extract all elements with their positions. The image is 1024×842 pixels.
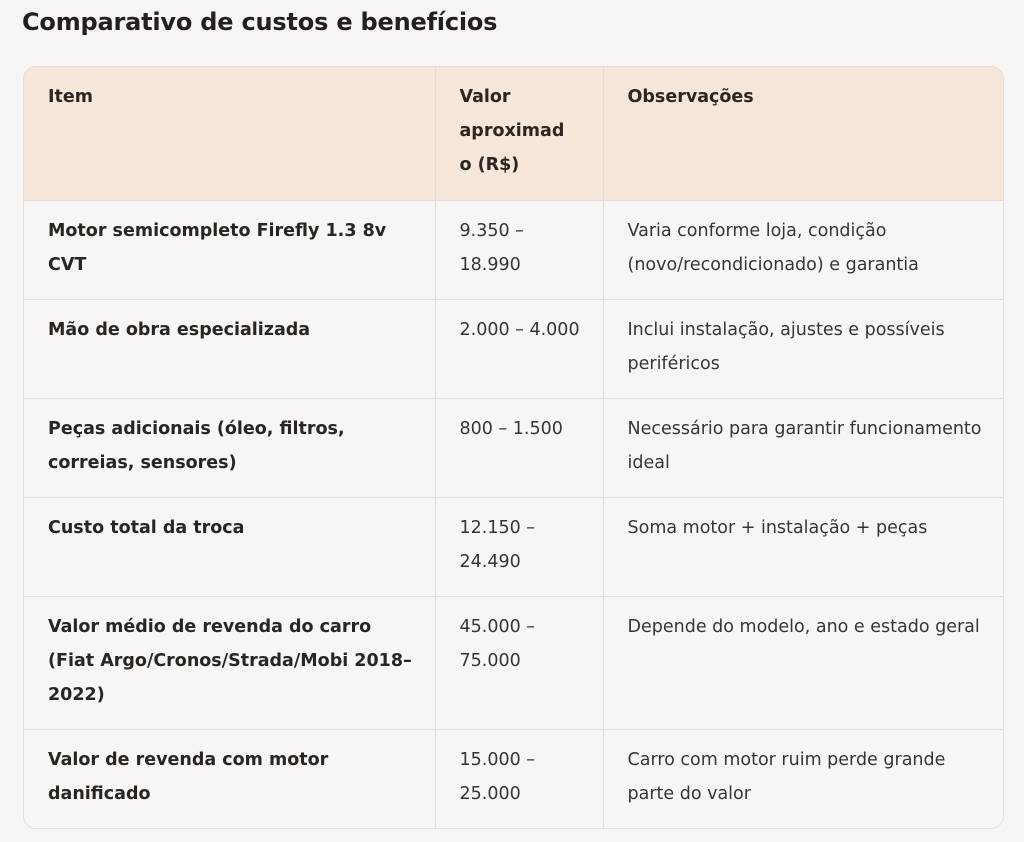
table-row — [24, 398, 1003, 497]
cost-comparison-table — [23, 66, 1004, 829]
row-value: 45.000 – 75.000 — [435, 596, 603, 729]
row-note: Varia conforme loja, condição (novo/recondicionado) e garantia — [603, 200, 1003, 299]
row-note: Depende do modelo, ano e estado geral — [603, 596, 1003, 729]
row-item: Peças adicionais (óleo, filtros, correias, sensores) — [24, 398, 435, 497]
row-value: 12.150 – 24.490 — [435, 497, 603, 596]
row-note: Soma motor + instalação + peças — [603, 497, 1003, 596]
row-item: Custo total da troca — [24, 497, 435, 596]
column-header-value: Valor aproximado (R$) — [435, 67, 603, 200]
row-value: 800 – 1.500 — [435, 398, 603, 497]
column-header-notes: Observações — [603, 67, 1003, 200]
row-item: Motor semicompleto Firefly 1.3 8v CVT — [24, 200, 435, 299]
table-row — [24, 497, 1003, 596]
table-row — [24, 596, 1003, 729]
comparison-table — [24, 67, 1003, 828]
table-row — [24, 729, 1003, 828]
table-row — [24, 299, 1003, 398]
row-value: 2.000 – 4.000 — [435, 299, 603, 398]
table-header-row — [24, 67, 1003, 200]
column-header-item: Item — [24, 67, 435, 200]
row-item: Mão de obra especializada — [24, 299, 435, 398]
section-heading: Comparativo de custos e benefícios — [22, 8, 498, 36]
row-value: 9.350 – 18.990 — [435, 200, 603, 299]
row-note: Necessário para garantir funcionamento ideal — [603, 398, 1003, 497]
table-row — [24, 200, 1003, 299]
row-note: Carro com motor ruim perde grande parte do valor — [627, 749, 946, 804]
row-item: Valor de revenda com motor danificado — [24, 729, 435, 828]
row-item: Valor médio de revenda do carro (Fiat Argo/Cronos/Strada/Mobi 2018–2022) — [24, 596, 435, 729]
row-value: 15.000 – 25.000 — [435, 729, 603, 828]
row-note: Inclui instalação, ajustes e possíveis periféricos — [603, 299, 1003, 398]
